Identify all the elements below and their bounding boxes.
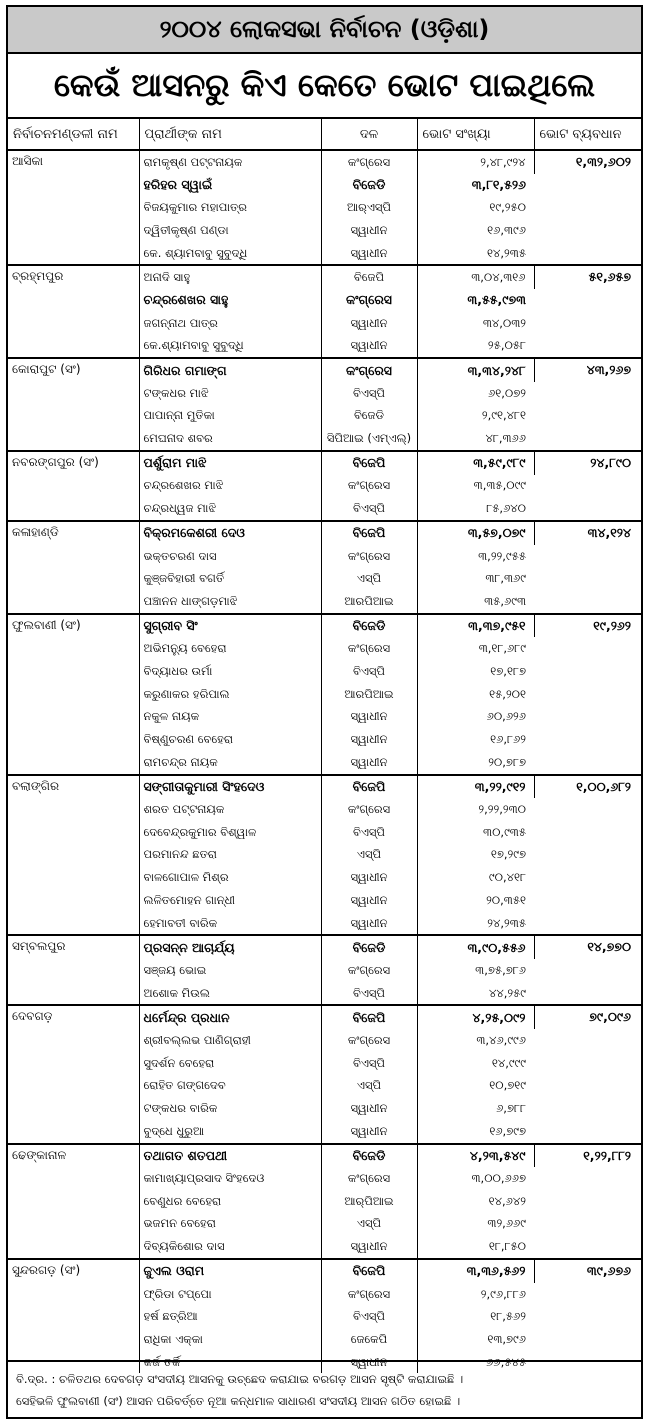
vote-count: ୩,୨୨,୯୧୨ [417, 775, 534, 799]
table-row [8, 1005, 641, 1029]
party-name: ବିଏସ୍‌ପି [321, 982, 417, 1006]
party-name: ସ୍ୱାଧୀନ [321, 889, 417, 912]
candidate-name: କାମାଖ୍ୟାପ୍ରସାଦ ସିଂହଦେଓ [139, 1167, 321, 1190]
vote-count: ୩,୪୬,୯୯୬ [476, 1032, 526, 1047]
candidate-name: କୁଞ୍ଜବିହାରୀ ବଗର୍ତି [139, 567, 321, 590]
vote-margin: ୪୩,୨୬୭ [534, 358, 641, 451]
table-row [8, 614, 641, 638]
vote-margin: ୭୯,୦୯୬ [534, 1005, 641, 1143]
candidate-name: ତଥାଗତ ଶତପଥୀ [139, 1144, 321, 1168]
party-name: ସ୍ୱାଧୀନ [321, 1120, 417, 1144]
party-name: ସ୍ୱାଧୀନ [321, 912, 417, 936]
candidate-name: ପାପାନ୍ନା ମୁତିକା [139, 405, 321, 428]
vote-count: ୨,୪୮,୯୨୪ [417, 150, 534, 174]
vote-count: ୧୭,୨୯୭ [490, 847, 526, 862]
vote-count: ୬୧,୦୭୨ [488, 385, 526, 400]
candidate-name: ରୋହିତ ଗଙ୍ଗଦେବ [139, 1075, 321, 1098]
constituency-name: ଆସିକା [8, 150, 139, 265]
vote-count: ୩୪,୦୩୨ [482, 315, 526, 330]
vote-count: ୩,୯୦,୫୫୬ [417, 935, 534, 959]
candidate-name: ବେଣୁଧର ବେହେରା [139, 1190, 321, 1213]
vote-count: ୧୬,୮୬୨ [490, 732, 526, 747]
vote-count: ୯୦,୪୧୮ [488, 870, 526, 885]
party-name: କଂଗ୍ରେସ [321, 637, 417, 660]
candidate-name: ବିଦ୍ୟାଧର ଉର୍ମା [139, 660, 321, 683]
party-name: ଏସ୍‌ପି [321, 567, 417, 590]
candidate-name: ଅଶୋକ ମିଉଲ [139, 982, 321, 1006]
vote-count: ୬,୭୮୮ [496, 1101, 526, 1116]
party-name: ବିଜେପି [321, 1005, 417, 1029]
candidate-name: ରାଧିକା ଏକ୍କା [139, 1328, 321, 1351]
header-votes: ଭୋଟ ସଂଖ୍ୟା [417, 119, 534, 150]
constituency-name: ବ୍ରହ୍ମପୁର [8, 265, 139, 358]
candidate-name: ଅନାଦି ସାହୁ [139, 265, 321, 289]
candidate-name: ଚନ୍ଦ୍ରଶେଖର ମାଝି [139, 475, 321, 498]
candidate-name: ହେମାବତୀ ବାରିକ [139, 912, 321, 936]
party-name: ସ୍ୱାଧୀନ [321, 728, 417, 751]
candidate-name: ହରିହର ସ୍ୱାଇଁ [139, 174, 321, 197]
footnote-line-2: ସେହିଭଳି ଫୁଲବାଣୀ (ସଂ) ଆସନ ପରିବର୍ତ୍ତେ ନୂଆ କନ୍ଧମାଳ ସାଧାରଣ ସଂସଦୀୟ ଆସନ ଗଠିତ ହୋଇଛି । [16, 1394, 461, 1408]
party-name: ସ୍ୱାଧୀନ [321, 706, 417, 729]
vote-count: ୨,୯୧,୪୮୧ [481, 408, 526, 423]
constituency-name: ସମ୍ବଲପୁର [8, 935, 139, 1005]
vote-count: ୩,୦୪,୩୧୬ [417, 265, 534, 289]
constituency-name: ଫୁଲବାଣୀ (ସଂ) [8, 614, 139, 775]
vote-count: ୨,୨୨,୨୩୦ [478, 802, 526, 817]
page-subtitle: କେଉଁ ଆସନରୁ କିଏ କେତେ ଭୋଟ ପାଇଥିଲେ [8, 54, 641, 119]
vote-count: ୧୬,୭୯୭ [489, 1123, 526, 1138]
party-name: କଂଗ୍ରେସ [321, 959, 417, 982]
candidate-name: ଭକ୍ତଚରଣ ଦାସ [139, 545, 321, 568]
party-name: ସ୍ୱାଧୀନ [321, 312, 417, 335]
party-name: ସିପିଆଇ (ଏମ୍‌ଏଲ୍‌) [321, 427, 417, 451]
party-name: କଂଗ୍ରେସ [321, 358, 417, 382]
party-name: ସ୍ୱାଧୀନ [321, 219, 417, 242]
table-row [8, 521, 641, 545]
table-row [8, 358, 641, 382]
party-name: ବିଜେଡି [321, 174, 417, 197]
vote-count: ୧୪,୬୪୨ [488, 1193, 526, 1208]
party-name: ସ୍ୱାଧୀନ [321, 335, 417, 359]
vote-count: ୩,୫୫,୯୭୩ [467, 292, 526, 308]
candidate-name: ଚନ୍ଦ୍ରଶେଖର ସାହୁ [139, 289, 321, 312]
candidate-name: ବିଷ୍ଣୁଚରଣ ବେହେରା [139, 728, 321, 751]
table-row [8, 1144, 641, 1168]
vote-count: ୩,୩୪,୨୪୮ [417, 358, 534, 382]
header-candidate: ପ୍ରାର୍ଥୀଙ୍କ ନାମ [139, 119, 321, 150]
party-name: ବିଏସ୍‌ପି [321, 1305, 417, 1328]
party-name: ସ୍ୱାଧୀନ [321, 1351, 417, 1374]
party-name: ବିଏସ୍‌ପି [321, 497, 417, 521]
candidate-name: କରୁଣାକର ହରିପାଲ [139, 683, 321, 706]
candidate-name: ଶରତ ପଟ୍ଟନାୟକ [139, 798, 321, 821]
party-name: ବିଜେପି [321, 521, 417, 545]
candidate-name: ଚନ୍ଦ୍ରଧ୍ୱଜ ମାଝି [139, 497, 321, 521]
candidate-name: ଜୁଏଲ ଓରାମ [139, 1259, 321, 1283]
party-name: ସ୍ୱାଧୀନ [321, 242, 417, 266]
vote-count: ୩,୭୫,୭୮୬ [475, 962, 526, 977]
candidate-name: କର୍ଜ ତର୍କି [139, 1351, 321, 1374]
vote-count: ୩,୩୭,୯୫୧ [417, 614, 534, 638]
vote-count: ୧୩,୭୯୬ [487, 1331, 526, 1346]
table-row [8, 775, 641, 799]
results-body [8, 150, 641, 1373]
vote-count: ୧୫,୨୦୧ [489, 686, 526, 701]
vote-margin: ୧,୩୨,୬୦୨ [534, 150, 641, 265]
table-row [8, 150, 641, 174]
candidate-name: ଜଗନ୍ନାଥ ପାତ୍ର [139, 312, 321, 335]
constituency-name: ଦେବଗଡ଼ [8, 1005, 139, 1143]
vote-count: ୩,୮୧,୫୨୬ [471, 177, 526, 193]
party-name: ବିଜେଡି [321, 405, 417, 428]
party-name: ବିଜେଡି [321, 935, 417, 959]
party-name: ଏସ୍‌ପି [321, 1075, 417, 1098]
vote-count: ୧୮,୫୬୨ [490, 1309, 526, 1324]
footnote-line-1: ବି.ଦ୍ର. : ଚଳିତଥର ଦେବଗଡ଼ ସଂସଦୀୟ ଆସନକୁ ଉଚ୍ଛେଦ କରାଯାଇ ବରଗଡ଼ ଆସନ ସୃଷ୍ଟି କରାଯାଇଛି । [16, 1372, 464, 1386]
vote-margin: ୩୪,୧୨୪ [534, 521, 641, 614]
party-name: ଆରପିଆଇ [321, 683, 417, 706]
vote-margin: ୧୯,୨୬୨ [534, 614, 641, 775]
vote-count: ୩୮,୩୬୯ [485, 571, 526, 586]
vote-margin: ୩୯,୬୭୬ [534, 1259, 641, 1373]
vote-count: ୩,୧୮,୬୮୯ [478, 641, 526, 656]
header-party: ଦଳ [321, 119, 417, 150]
candidate-name: ପଞ୍ଚାନନ ଧାଙ୍ଗଡ଼ମାଝି [139, 590, 321, 614]
party-name: କଂଗ୍ରେସ [321, 475, 417, 498]
table-row [8, 265, 641, 289]
vote-count: ୧୪,୯୯୯ [491, 1055, 526, 1070]
candidate-name: ଦ୍ୱିତୀକୃଷ୍ଣ ପଣ୍ଡା [139, 219, 321, 242]
party-name: ବିଜେପି [321, 451, 417, 475]
vote-count: ୩,୫୭,୦୭୯ [417, 521, 534, 545]
vote-margin: ୫୧,୬୫୭ [534, 265, 641, 358]
vote-count: ୧୪,୨୩୫ [487, 245, 526, 260]
party-name: ବିଜେପି [321, 265, 417, 289]
party-name: କଂଗ୍ରେସ [321, 1167, 417, 1190]
constituency-name: କୋରାପୁଟ (ସଂ) [8, 358, 139, 451]
party-name: କଂଗ୍ରେସ [321, 798, 417, 821]
candidate-name: କେ. ଶ୍ୟାମବାବୁ ସୁବୁଦ୍ଧି [139, 242, 321, 266]
party-name: କଂଗ୍ରେସ [321, 289, 417, 312]
candidate-name: ବିକ୍ରମକେଶରୀ ଦେଓ [139, 521, 321, 545]
vote-count: ୨୫,୦୫୮ [487, 338, 526, 353]
candidate-name: ଅଭିମନ୍ୟୁ ବେହେରା [139, 637, 321, 660]
candidate-name: ପ୍ରସନ୍ନ ଆଚାର୍ଯ୍ୟ [139, 935, 321, 959]
party-name: ଏସ୍‌ପି [321, 1213, 417, 1236]
vote-count: ୪,୨୫,୦୯୨ [417, 1005, 534, 1029]
vote-count: ୩୫,୬୯୩ [484, 593, 526, 608]
vote-count: ୩,୩୫,୦୯୯ [473, 478, 526, 493]
vote-count: ୩୨,୬୬୯ [487, 1216, 526, 1231]
constituency-name: ନବରଙ୍ଗପୁର (ସଂ) [8, 451, 139, 521]
candidate-name: ହର୍ଷ ଛତ୍ରିଆ [139, 1305, 321, 1328]
candidate-name: ପର୍ଶୁରାମ ମାଝି [139, 451, 321, 475]
candidate-name: ରାମଚନ୍ଦ୍ର ନାୟକ [139, 751, 321, 775]
candidate-name: ସଞ୍ଜୟ ଭୋଇ [139, 959, 321, 982]
page-title: ୨୦୦୪ ଲୋକସଭା ନିର୍ବାଚନ (ଓଡ଼ିଶା) [8, 7, 641, 54]
party-name: ବିଏସ୍‌ପି [321, 382, 417, 405]
vote-count: ୩,୦୦,୬୬୭ [471, 1171, 526, 1186]
header-row [8, 119, 641, 150]
candidate-name: ବାଳଗୋପାଳ ମିଶ୍ର [139, 866, 321, 889]
vote-margin: ୨୪,୮୯୦ [534, 451, 641, 521]
party-name: ବିଏସ୍‌ପି [321, 1052, 417, 1075]
party-name: ବିଏସ୍‌ପି [321, 660, 417, 683]
constituency-name: ସୁନ୍ଦରଗଡ଼ (ସଂ) [8, 1259, 139, 1373]
vote-count: ୧୭,୧୮୭ [490, 663, 526, 678]
vote-count: ୩,୨୨,୯୫୫ [478, 548, 526, 563]
footnote [8, 1360, 641, 1417]
header-constituency: ନିର୍ବାଚନମଣ୍ଡଳୀ ନାମ [8, 119, 139, 150]
header-margin: ଭୋଟ ବ୍ୟବଧାନ [534, 119, 641, 150]
vote-count: ୧୬,୩୯୬ [487, 222, 526, 237]
party-name: ସ୍ୱାଧୀନ [321, 1235, 417, 1259]
candidate-name: ଫ୍ରିଡା ଟପ୍ପୋ [139, 1283, 321, 1306]
vote-margin: ୧୪,୭୭୦ [534, 935, 641, 1005]
vote-count: ୪୮,୩୬୬ [485, 431, 526, 446]
vote-margin: ୧,୨୨,୮୮୨ [534, 1144, 641, 1259]
candidate-name: ବୁଦ୍ଧେ ଧୁରୁଆ [139, 1120, 321, 1144]
candidate-name: ଟଙ୍କଧର ବାରିକ [139, 1097, 321, 1120]
results-table [8, 119, 641, 1373]
vote-count: ୨୪,୨୩୫ [487, 915, 526, 930]
party-name: କଂଗ୍ରେସ [321, 1029, 417, 1052]
candidate-name: ମେଘନାଦ ଶବର [139, 427, 321, 451]
candidate-name: ସୁଗ୍ରୀବ ସିଂ [139, 614, 321, 638]
party-name: ଜେକେପି [321, 1328, 417, 1351]
candidate-name: ଲଳିତମୋହନ ଗାନ୍ଧୀ [139, 889, 321, 912]
constituency-name: ଢେଙ୍କାନାଳ [8, 1144, 139, 1259]
party-name: ବିଜେପି [321, 775, 417, 799]
party-name: ସ୍ୱାଧୀନ [321, 751, 417, 775]
vote-count: ୬୦,୬୨୬ [486, 709, 526, 724]
results-sheet [6, 5, 643, 1419]
party-name: ଆର୍‌ପିଆଇ [321, 1190, 417, 1213]
candidate-name: ଟଙ୍କଧର ମାଝି [139, 382, 321, 405]
constituency-name: କଳାହାଣ୍ଡି [8, 521, 139, 614]
vote-count: ୨୦,୭୮୭ [488, 754, 526, 769]
vote-count: ୧୦,୭୧୯ [489, 1078, 526, 1093]
table-row [8, 451, 641, 475]
vote-count: ୨୦,୩୫୧ [486, 892, 526, 907]
candidate-name: ରାମକୃଷ୍ଣ ପଟ୍ଟନାୟକ [139, 150, 321, 174]
party-name: କଂଗ୍ରେସ [321, 545, 417, 568]
party-name: କଂଗ୍ରେସ [321, 1283, 417, 1306]
candidate-name: ବିଜୟକୁମାର ମହାପାତ୍ର [139, 196, 321, 219]
candidate-name: ଗିରିଧର ଗମାଙ୍ଗ [139, 358, 321, 382]
table-row [8, 935, 641, 959]
party-name: ସ୍ୱାଧୀନ [321, 866, 417, 889]
party-name: ଏସ୍‌ପି [321, 844, 417, 867]
candidate-name: କେ.ଶ୍ୟାମବାବୁ ସୁବୁଦ୍ଧି [139, 335, 321, 359]
candidate-name: ସଙ୍ଗୀତାକୁମାରୀ ସିଂହଦେଓ [139, 775, 321, 799]
vote-count: ୪୪,୨୫୯ [488, 985, 526, 1000]
vote-count: ୨,୯୬,୮୮୬ [480, 1286, 526, 1301]
candidate-name: ଭଜମନ ବେହେରା [139, 1213, 321, 1236]
candidate-name: ଦିବ୍ୟକିଶୋର ଦାସ [139, 1235, 321, 1259]
candidate-name: ପରମାନନ୍ଦ ଛତରା [139, 844, 321, 867]
candidate-name: ସୁଦର୍ଶନ ବେହେରା [139, 1052, 321, 1075]
candidate-name: ଦେବେନ୍ଦ୍ରକୁମାର ବିଶ୍ୱାଳ [139, 821, 321, 844]
vote-count: ୮୫,୬୪୦ [486, 501, 526, 516]
party-name: ଆରପିଆଇ [321, 590, 417, 614]
party-name: ବିଏସ୍‌ପି [321, 821, 417, 844]
party-name: କଂଗ୍ରେସ [321, 150, 417, 174]
vote-count: ୪,୨୩,୫୪୯ [417, 1144, 534, 1168]
party-name: ବିଜେପି [321, 1259, 417, 1283]
vote-count: ୩,୩୬,୫୬୨ [417, 1259, 534, 1283]
table-row [8, 1259, 641, 1283]
party-name: ବିଜେଡି [321, 614, 417, 638]
vote-count: ୧୮,୮୫୦ [488, 1239, 526, 1254]
party-name: ସ୍ୱାଧୀନ [321, 1097, 417, 1120]
vote-margin: ୧,୦୦,୬୮୨ [534, 775, 641, 936]
candidate-name: ନକୁଳ ନାୟକ [139, 706, 321, 729]
vote-count: ୩,୫୯,୯୮୯ [417, 451, 534, 475]
candidate-name: ଶ୍ରୀବଲ୍ଲଭ ପାଣିଗ୍ରାହୀ [139, 1029, 321, 1052]
constituency-name: ବଲାଙ୍ଗିର [8, 775, 139, 936]
vote-count: ୧୯,୨୫୦ [489, 200, 526, 215]
party-name: ବିଜେଡି [321, 1144, 417, 1168]
party-name: ଆର୍‌ଏସ୍‌ପି [321, 196, 417, 219]
vote-count: ୩୦,୯୩୫ [483, 824, 526, 839]
vote-count: ୬୬,୫୪୫ [486, 1354, 526, 1369]
candidate-name: ଧର୍ମେନ୍ଦ୍ର ପ୍ରଧାନ [139, 1005, 321, 1029]
